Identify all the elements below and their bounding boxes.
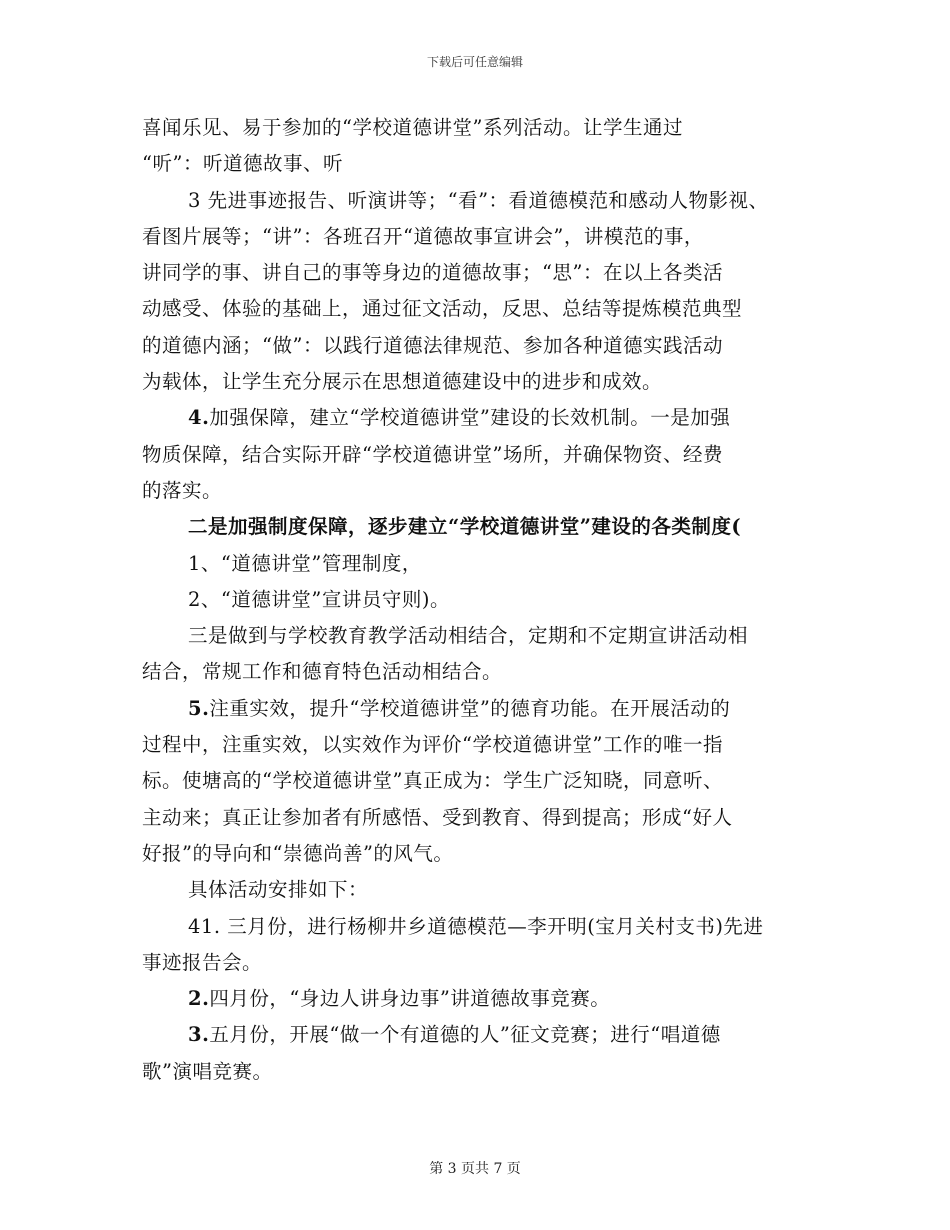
text-line: 41. 三月份，进行杨柳井乡道德模范—李开明(宝月关村支书)先进	[188, 914, 764, 938]
numbered-paragraph-line	[142, 981, 832, 1017]
text-line: 主动来；真正让参加者有所感悟、受到教育、得到提高；形成“好人	[142, 805, 733, 829]
item-text: 四月份，“身边人讲身边事”讲道德故事竞赛。	[209, 987, 611, 1011]
text-line: 好报”的导向和“崇德尚善”的风气。	[142, 841, 454, 865]
text-line: 具体活动安排如下：	[188, 878, 369, 902]
text-line: 为载体，让学生充分展示在思想道德建设中的进步和成效。	[142, 370, 663, 394]
text-line: 讲同学的事、讲自己的事等身边的道德故事；“思”：在以上各类活	[142, 261, 723, 285]
bold-heading-line: 二是加强制度保障，逐步建立“学校道德讲堂”建设的各类制度(	[188, 515, 742, 539]
item-number: 3.	[188, 1023, 210, 1047]
item-number: 4.	[188, 406, 210, 430]
item-number: 5.	[188, 696, 210, 720]
page-number-footer: 第 3 页共 7 页	[429, 1161, 521, 1177]
text-line: 事迹报告会。	[142, 950, 263, 974]
text-line: 2、“道德讲堂”宣讲员守则)。	[188, 587, 450, 611]
text-line: 标。使塘高的“学校道德讲堂”真正成为：学生广泛知晓，同意听、	[142, 769, 723, 793]
text-line: 过程中，注重实效，以实效作为评价“学校道德讲堂”工作的唯一指	[142, 733, 723, 757]
text-line: 结合，常规工作和德育特色活动相结合。	[142, 660, 503, 684]
text-line: “听”：听道德故事、听	[142, 152, 343, 176]
item-number: 2.	[188, 987, 210, 1011]
document-body	[142, 110, 832, 1090]
text-line: 1、“道德讲堂”管理制度，	[188, 551, 422, 575]
item-text: 五月份，开展“做一个有道德的人”征文竞赛；进行“唱道德	[209, 1023, 721, 1047]
text-line: 3 先进事迹报告、听演讲等；“看”：看道德模范和感动人物影视、	[188, 188, 769, 212]
text-line: 三是做到与学校教育教学活动相结合，定期和不定期宣讲活动相	[188, 624, 749, 648]
item-text: 加强保障，建立“学校道德讲堂”建设的长效机制。一是加强	[209, 406, 731, 430]
text-line: 的落实。	[142, 478, 223, 502]
numbered-paragraph-line	[142, 691, 832, 727]
numbered-paragraph-line	[142, 400, 832, 436]
text-line: 的道德内涵；“做”：以践行道德法律规范、参加各种道德实践活动	[142, 333, 723, 357]
text-line: 动感受、体验的基础上，通过征文活动，反思、总结等提炼模范典型	[142, 297, 743, 321]
text-line: 看图片展等；“讲”：各班召开“道德故事宣讲会”，讲模范的事，	[142, 224, 704, 248]
numbered-paragraph-line	[142, 1017, 832, 1053]
text-line: 物质保障，结合实际开辟“学校道德讲堂”场所，并确保物资、经费	[142, 442, 723, 466]
item-text: 注重实效，提升“学校道德讲堂”的德育功能。在开展活动的	[209, 696, 731, 720]
text-line: 歌”演唱竞赛。	[142, 1059, 273, 1083]
page-header: 下载后可任意编辑	[426, 55, 523, 69]
text-line: 喜闻乐见、易于参加的“学校道德讲堂”系列活动。让学生通过	[142, 116, 683, 139]
